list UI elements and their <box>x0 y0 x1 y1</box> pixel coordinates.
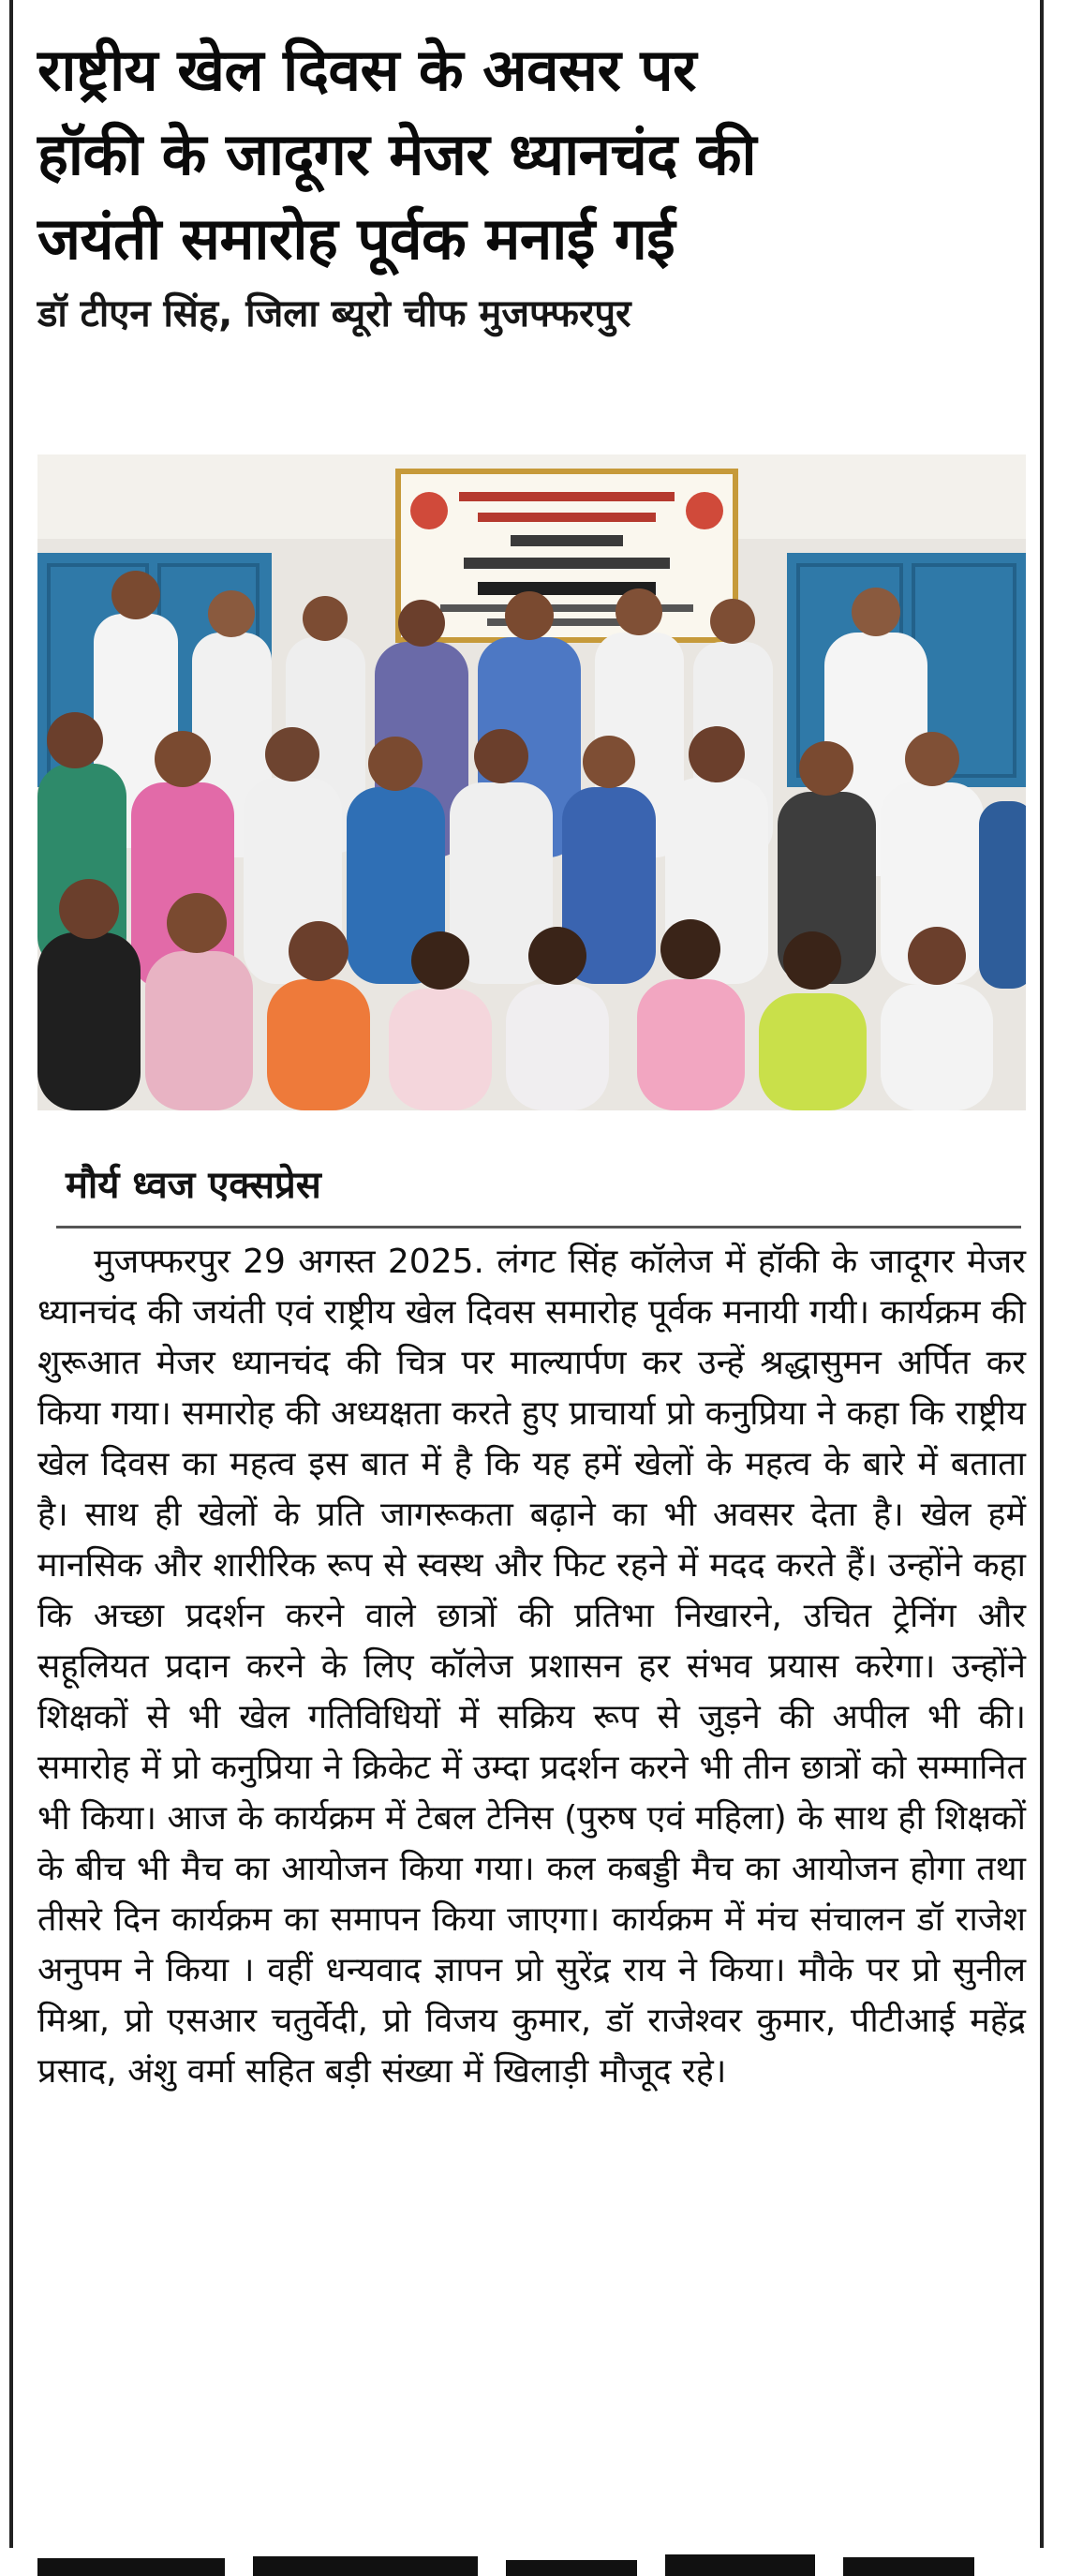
headline-line-3: जयंती समारोह पूर्वक मनाई गई <box>37 204 675 273</box>
headline-line-2: हॉकी के जादूगर मेजर ध्यानचंद की <box>37 120 757 188</box>
newspaper-source: मौर्य ध्वज एक्सप्रेस <box>66 1164 321 1207</box>
event-photo <box>37 454 1026 1110</box>
group-photo-illustration <box>37 454 1026 1110</box>
column-rule-left <box>9 0 13 2548</box>
column-rule-right <box>1040 0 1044 2548</box>
article-body-text: मुजफ्फरपुर 29 अगस्त 2025. लंगट सिंह कॉलेज में हॉकी के जादूगर मेजर ध्यानचंद की जयंती एवं राष्ट्रीय खेल दिवस समारोह पूर्वक मनायी गयी। कार्यक्रम की शुरूआत मेजर ध्यानचंद की चित्र पर माल्यार्पण कर उन्हें श्रद्धासुमन अर्पित कर किया गया। समारोह की अध्यक्षता करते हुए प्राचार्या प्रो कनुप्रिया ने कहा कि राष्ट्रीय खेल दिवस का महत्व इस बात में है कि यह हमें खेलों के महत्व के बारे में बताता है। साथ ही खेलों के प्रति जागरूकता बढ़ाने का भी अवसर देता है। खेल हमें मानसिक और शारीरिक रूप से स्वस्थ और फिट रहने में मदद करते हैं। उन्होंने कहा कि अच्छा प्रदर्शन करने वाले छात्रों की प्रतिभा निखारने, उचित ट्रेनिंग और सहूलियत प्रदान करने के लिए कॉलेज प्रशासन हर संभव प्रयास करेगा। उन्होंने शिक्षकों से भी खेल गतिविधियों में सक्रिय रूप से जुड़ने की अपील भी की। समारोह में प्रो कनुप्रिया ने क्रिकेट में उम्दा प्रदर्शन करने भी तीन छात्रों को सम्मानित भी किया। आज के कार्यक्रम में टेबल टेनिस (पुरुष एवं महिला) के साथ ही शिक्षकों के बीच भी मैच का आयोजन किया गया। कल कबड्डी मैच का आयोजन होगा तथा तीसरे दिन कार्यक्रम का समापन किया जाएगा। कार्यक्रम में मंच संचालन डॉ राजेश अनुपम ने किया । वहीं धन्यवाद ज्ञापन प्रो सुरेंद्र राय ने किया। मौके पर प्रो सुनील मिश्रा, प्रो एसआर चतुर्वेदी, प्रो विजय कुमार, डॉ राजेश्वर कुमार, पीटीआई महेंद्र प्रसाद, अंशु वर्मा सहित बड़ी संख्या में खिलाड़ी मौजूद रहे। <box>37 1243 1026 2091</box>
byline: डॉ टीएन सिंह, जिला ब्यूरो चीफ मुजफ्फरपुर <box>37 292 631 335</box>
news-article <box>37 28 1026 2091</box>
headline <box>37 28 1026 281</box>
source-divider <box>56 1226 1021 1228</box>
headline-line-1: राष्ट्रीय खेल दिवस के अवसर पर <box>37 36 696 104</box>
article-body <box>37 1237 1026 2097</box>
event-banner <box>398 471 735 640</box>
next-headline-fragment <box>37 2549 1026 2576</box>
